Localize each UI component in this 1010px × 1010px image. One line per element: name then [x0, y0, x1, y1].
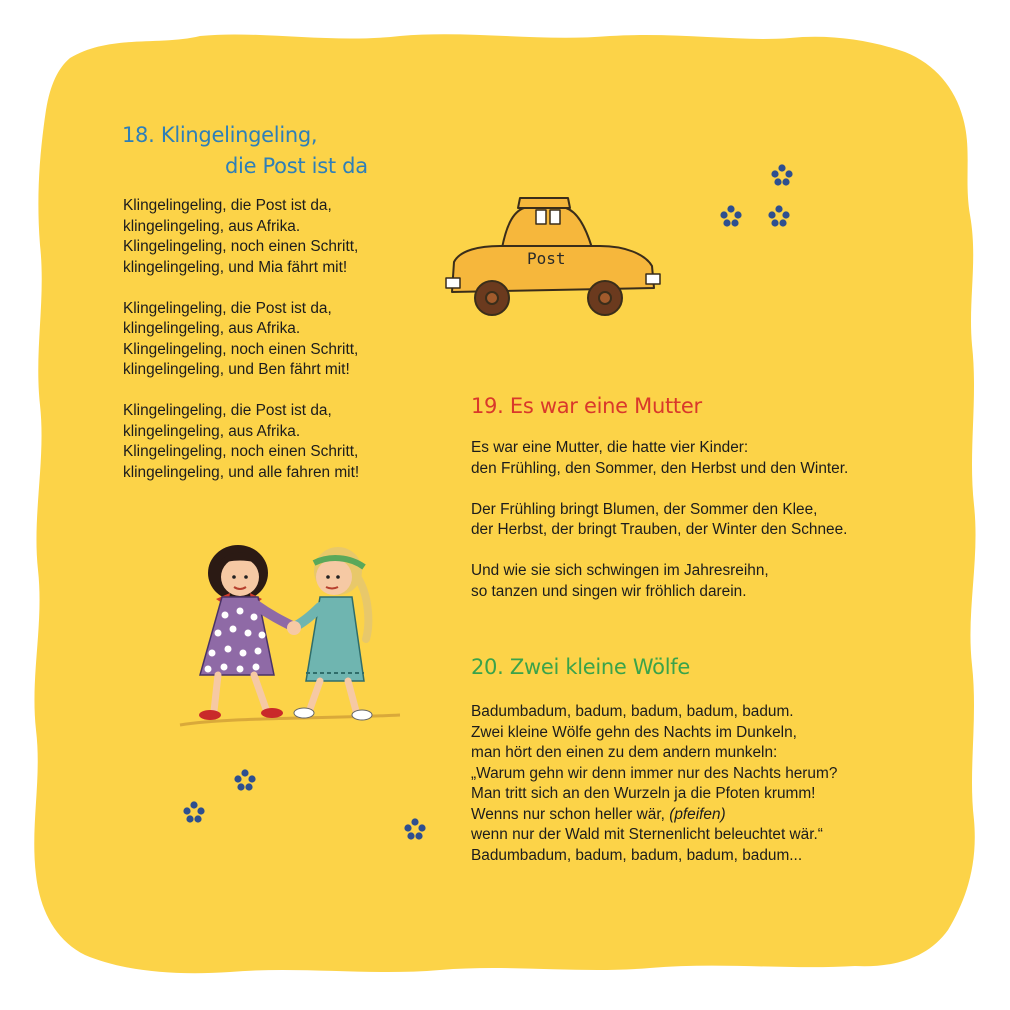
- lyric-line: Man tritt sich an den Wurzeln ja die Pfoten krumm!: [471, 785, 816, 802]
- car-label: Post: [527, 249, 566, 268]
- lyric-line: Klingelingeling, die Post ist da,: [123, 402, 332, 419]
- song-18-title-line1: 18. Klingelingeling,: [122, 123, 318, 147]
- lyric-line: Zwei kleine Wölfe gehn des Nachts im Dunkeln,: [471, 723, 797, 741]
- lyric-line: den Frühling, den Sommer, den Herbst und den Winter.: [471, 459, 849, 477]
- lyric-line: klingelingeling, aus Afrika.: [123, 320, 301, 337]
- lyric-line: Klingelingeling, noch einen Schritt,: [123, 238, 359, 255]
- lyric-line: Es war eine Mutter, die hatte vier Kinder:: [471, 439, 749, 456]
- lyric-line: klingelingeling, und alle fahren mit!: [123, 463, 360, 481]
- lyric-line: Badumbadum, badum, badum, badum, badum.: [471, 703, 794, 720]
- lyric-line: Klingelingeling, die Post ist da,: [123, 299, 332, 317]
- lyric-line-with-annotation: [471, 805, 837, 826]
- flower-icon: [183, 801, 205, 823]
- song-18-stanza-3: [123, 401, 359, 483]
- lyric-line: Der Frühling bringt Blumen, der Sommer den Klee,: [471, 500, 818, 518]
- lyric-line: so tanzen und singen wir fröhlich darein.: [471, 582, 747, 600]
- lyric-line: Klingelingeling, die Post ist da,: [123, 197, 332, 214]
- song-18-lyrics: [123, 196, 359, 504]
- song-18-title-line2: die Post ist da: [225, 154, 368, 178]
- song-20-lyrics: [471, 702, 837, 866]
- lyric-line: der Herbst, der bringt Trauben, der Winter den Schnee.: [471, 521, 848, 538]
- lyric-line: klingelingeling, und Mia fährt mit!: [123, 258, 348, 276]
- flower-icon: [768, 205, 790, 227]
- lyric-line: klingelingeling, und Ben fährt mit!: [123, 361, 350, 378]
- lyric-line: wenn nur der Wald mit Sternenlicht beleuchtet wär.“: [471, 826, 823, 843]
- song-19-stanza-2: [471, 500, 848, 541]
- song-18-title: [122, 120, 368, 182]
- lyric-line: Badumbadum, badum, badum, badum, badum...: [471, 846, 803, 864]
- song-19-title: 19. Es war eine Mutter: [471, 394, 702, 418]
- song-19-stanza-3: [471, 561, 848, 602]
- song-19-stanza-1: [471, 438, 848, 479]
- song-18-stanza-1: [123, 196, 359, 278]
- lyric-line: klingelingeling, aus Afrika.: [123, 217, 301, 235]
- girl-left: [199, 545, 294, 720]
- song-20-title: 20. Zwei kleine Wölfe: [471, 655, 690, 679]
- lyric-line: Klingelingeling, noch einen Schritt,: [123, 443, 359, 460]
- lyric-line: Klingelingeling, noch einen Schritt,: [123, 340, 359, 358]
- flower-icon: [771, 164, 793, 186]
- song-18-stanza-2: [123, 299, 359, 381]
- lyric-annotation: (pfeifen): [669, 805, 726, 823]
- lyric-line: „Warum gehn wir denn immer nur des Nachts herum?: [471, 764, 838, 782]
- lyric-line-text: Wenns nur schon heller wär,: [471, 805, 665, 823]
- flower-icon: [720, 205, 742, 227]
- lyric-line: man hört den einen zu dem andern munkeln:: [471, 744, 778, 761]
- flower-icon: [234, 769, 256, 791]
- dancing-children-illustration: [170, 535, 410, 735]
- song-19-lyrics: [471, 438, 848, 623]
- lyric-line: klingelingeling, aus Afrika.: [123, 422, 301, 440]
- post-car-illustration: [440, 188, 665, 323]
- girl-right: [287, 547, 372, 720]
- flower-icon: [404, 818, 426, 840]
- lyric-line: Und wie sie sich schwingen im Jahresreihn,: [471, 562, 769, 579]
